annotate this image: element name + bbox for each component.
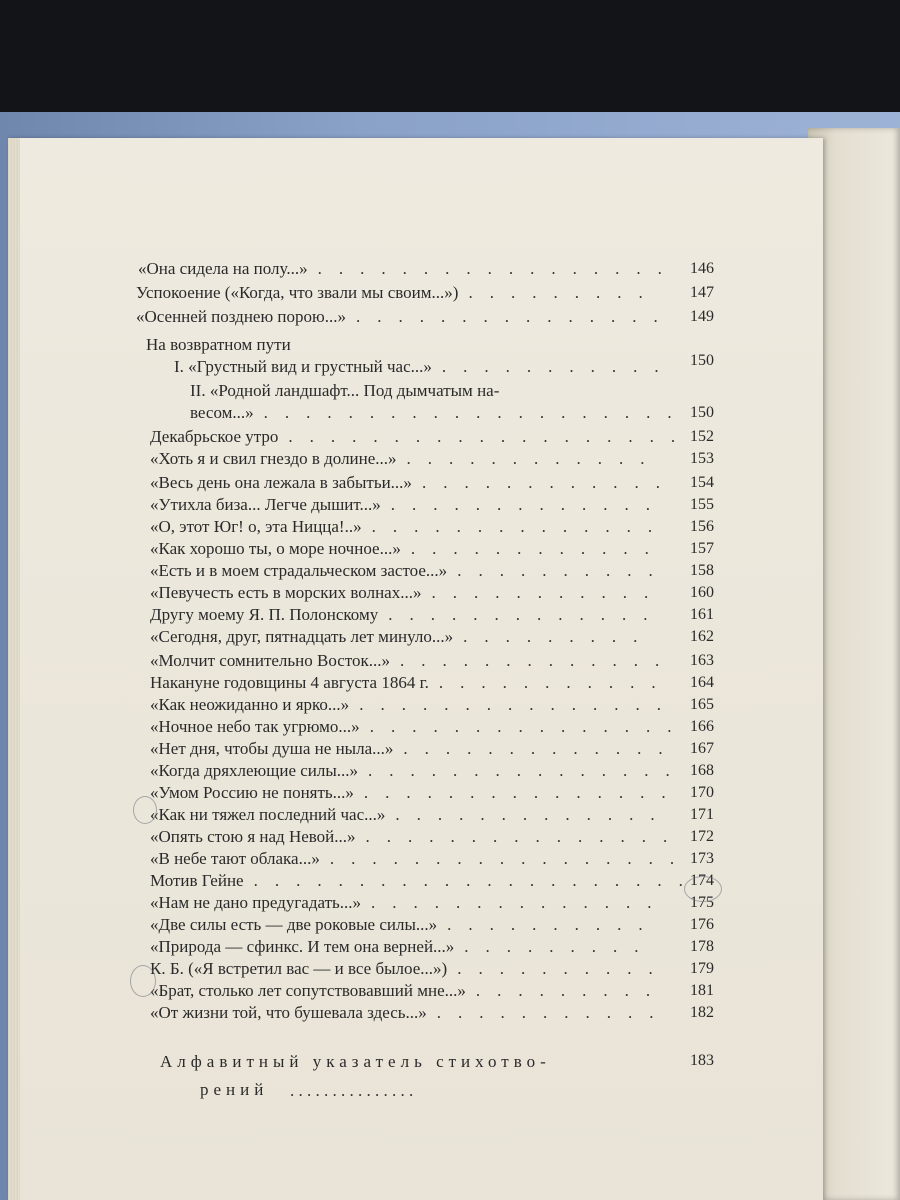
leader-dots: . . . . . . . . . . . . . bbox=[388, 605, 648, 624]
toc-page-number: 178 bbox=[690, 938, 714, 955]
toc-page-number: 153 bbox=[690, 450, 714, 467]
toc-entry-title: «Как ни тяжел последний час...» bbox=[150, 805, 386, 824]
leader-dots: . . . . . . . . . . bbox=[457, 561, 653, 580]
toc-entry bbox=[150, 516, 653, 538]
toc-entry bbox=[150, 426, 676, 448]
toc-page-number: 155 bbox=[690, 496, 714, 513]
toc-entry-title: «Опять стою я над Невой...» bbox=[150, 827, 356, 846]
toc-page-number: 161 bbox=[690, 606, 714, 623]
toc-page-number: 167 bbox=[690, 740, 714, 757]
toc-entry bbox=[150, 650, 660, 672]
toc-entry-title: «Весь день она лежала в забытьи...» bbox=[150, 473, 412, 492]
toc-entry bbox=[190, 380, 640, 402]
leader-dots: . . . . . . . . . . . . . . . . . bbox=[329, 849, 675, 868]
toc-entry-title: На возвратном пути bbox=[146, 335, 291, 354]
toc-page-number: 172 bbox=[690, 828, 714, 845]
toc-page-number: 176 bbox=[690, 916, 714, 933]
toc-page-number: 165 bbox=[690, 696, 714, 713]
toc-entry bbox=[150, 826, 668, 848]
index-page-number: 183 bbox=[690, 1052, 714, 1069]
toc-page-number: 154 bbox=[690, 474, 714, 491]
pencil-mark bbox=[684, 876, 722, 902]
toc-entry-title: Декабрьское утро bbox=[150, 427, 279, 446]
leader-dots: . . . . . . . . . bbox=[468, 283, 643, 302]
leader-dots: . . . . . . . . . . . . . . . . . . . . bbox=[263, 403, 672, 422]
leader-dots: . . . . . . . . . . . . . . bbox=[371, 517, 653, 536]
toc-entry-title: «Сегодня, друг, пятнадцать лет минуло...» bbox=[150, 627, 454, 646]
toc-entry bbox=[150, 782, 666, 804]
leader-dots: . . . . . . . . . . . . . . . bbox=[355, 307, 658, 326]
toc-entry bbox=[150, 694, 661, 716]
toc-page-number: 174 bbox=[690, 872, 714, 889]
toc-entry-title: «Молчит сомнительно Восток...» bbox=[150, 651, 391, 670]
index-title-line1: Алфавитный указатель стихотво- bbox=[160, 1052, 551, 1071]
toc-page-number: 179 bbox=[690, 960, 714, 977]
pencil-mark bbox=[133, 796, 157, 824]
toc-page-number: 149 bbox=[690, 308, 714, 325]
toc-entry bbox=[136, 282, 643, 304]
toc-entry bbox=[136, 306, 658, 328]
index-title-line2: рений bbox=[200, 1080, 269, 1099]
toc-page-number: 150 bbox=[690, 352, 714, 369]
toc-entry bbox=[150, 892, 652, 914]
leader-dots: . . . . . . . . . . . . . . . bbox=[365, 827, 668, 846]
toc-entry bbox=[150, 760, 670, 782]
toc-entry-title: «Хоть я и свил гнездо в долине...» bbox=[150, 449, 397, 468]
leader-dots: . . . . . . . . . . . . . bbox=[390, 495, 651, 514]
leader-dots: . . . . . . . . . bbox=[464, 937, 639, 956]
leader-dots: . . . . . . . . . . . . . . . . . bbox=[317, 259, 662, 278]
leader-dots: . . . . . . . . . . bbox=[457, 959, 653, 978]
leader-dots: . . . . . . . . . . . . . . . bbox=[359, 695, 661, 714]
leader-dots: . . . . . . . . . . . . . bbox=[403, 739, 663, 758]
leader-dots: . . . . . . . . . . . . . . bbox=[371, 893, 652, 912]
leader-dots: . . . . . . . . . . bbox=[447, 915, 643, 934]
toc-entry-title: «Она сидела на полу...» bbox=[138, 259, 308, 278]
toc-entry-title: «Нам не дано предугадать...» bbox=[150, 893, 362, 912]
toc-entry-title: «Ночное небо так угрюмо...» bbox=[150, 717, 360, 736]
toc-entry-title: «Когда дряхлеющие силы...» bbox=[150, 761, 359, 780]
leader-dots: . . . . . . . . . . . . . . . bbox=[363, 783, 666, 802]
toc-entry-title: Успокоение («Когда, что звали мы своим...») bbox=[136, 283, 459, 302]
toc-entry bbox=[150, 870, 683, 892]
leader-dots: . . . . . . . . . . . . . . . . . . . bbox=[288, 427, 676, 446]
toc-page-number: 166 bbox=[690, 718, 714, 735]
leader-dots: . . . . . . . . . . . . . . . bbox=[369, 717, 672, 736]
toc-entry bbox=[150, 626, 640, 648]
toc-entry bbox=[150, 716, 672, 738]
toc-entry-title: «Певучесть есть в морских волнах...» bbox=[150, 583, 422, 602]
toc-entry bbox=[150, 494, 651, 516]
leader-dots: . . . . . . . . . . . bbox=[436, 1003, 654, 1022]
toc-entry bbox=[150, 936, 640, 958]
toc-entry-title: «О, этот Юг! о, эта Ницца!..» bbox=[150, 517, 362, 536]
toc-entry bbox=[150, 672, 656, 694]
toc-entry-title: «Нет дня, чтобы душа не ныла...» bbox=[150, 739, 394, 758]
leader-dots: . . . . . . . . . . . . . . . bbox=[368, 761, 670, 780]
toc-entry bbox=[150, 538, 649, 560]
toc-page-number: 173 bbox=[690, 850, 714, 867]
toc-entry-title: «Есть и в моем страдальческом застое...» bbox=[150, 561, 448, 580]
pencil-mark bbox=[130, 965, 156, 997]
toc-entry bbox=[174, 356, 659, 378]
toc-entry-title: «Брат, столько лет сопутствовавший мне...» bbox=[150, 981, 466, 1000]
toc-page-number: 162 bbox=[690, 628, 714, 645]
leader-dots: . . . . . . . . . . . bbox=[431, 583, 649, 602]
toc-entry-title: весом...» bbox=[190, 403, 254, 422]
toc-entry bbox=[138, 258, 662, 280]
toc-page-number: 168 bbox=[690, 762, 714, 779]
toc-page-number: 156 bbox=[690, 518, 714, 535]
toc-entry bbox=[150, 914, 643, 936]
toc-entry-title: II. «Родной ландшафт... Под дымчатым на- bbox=[190, 381, 500, 400]
toc-entry bbox=[146, 334, 640, 356]
toc-entry bbox=[150, 958, 653, 980]
toc-page-number: 182 bbox=[690, 1004, 714, 1021]
leader-dots: . . . . . . . . . . . bbox=[441, 357, 659, 376]
leader-dots: . . . . . . . . . . . . . bbox=[395, 805, 655, 824]
toc-entry bbox=[150, 448, 645, 470]
toc-page-number: 146 bbox=[690, 260, 714, 277]
toc-entry bbox=[190, 402, 672, 424]
toc-page-number: 171 bbox=[690, 806, 714, 823]
toc-page-number: 147 bbox=[690, 284, 714, 301]
toc-page-number: 163 bbox=[690, 652, 714, 669]
toc-entry-title: «Две силы есть — две роковые силы...» bbox=[150, 915, 438, 934]
toc-entry bbox=[150, 560, 653, 582]
toc-page-number: 175 bbox=[690, 894, 714, 911]
leader-dots: . . . . . . . . . . . . bbox=[406, 449, 645, 468]
toc-entry-title: «Осенней позднею порою...» bbox=[136, 307, 346, 326]
leader-dots: . . . . . . . . . . . . bbox=[410, 539, 649, 558]
index-dots: . . . . . . . . . . . . . . . bbox=[290, 1081, 414, 1100]
toc-page-number: 164 bbox=[690, 674, 714, 691]
toc-entry-title: «Умом Россию не понять...» bbox=[150, 783, 354, 802]
toc-page-number: 160 bbox=[690, 584, 714, 601]
toc-page-number: 150 bbox=[690, 404, 714, 421]
toc-entry-title: Мотив Гейне bbox=[150, 871, 244, 890]
toc-entry bbox=[150, 980, 651, 1002]
leader-dots: . . . . . . . . . . . . bbox=[421, 473, 660, 492]
toc-page-number: 157 bbox=[690, 540, 714, 557]
toc-page-number: 152 bbox=[690, 428, 714, 445]
toc-entry-title: Другу моему Я. П. Полонскому bbox=[150, 605, 379, 624]
toc-entry-title: «Утихла биза... Легче дышит...» bbox=[150, 495, 381, 514]
toc-entry bbox=[150, 604, 648, 626]
leader-dots: . . . . . . . . . bbox=[463, 627, 638, 646]
leader-dots: . . . . . . . . . . . bbox=[438, 673, 656, 692]
leader-dots: . . . . . . . . . . . . . bbox=[400, 651, 660, 670]
toc-entry-title: «Природа — сфинкс. И тем она верней...» bbox=[150, 937, 455, 956]
toc-entry bbox=[150, 1002, 654, 1024]
toc-entry bbox=[150, 472, 660, 494]
leader-dots: . . . . . . . . . . . . . . . . . . . . . bbox=[253, 871, 683, 890]
toc-entry bbox=[150, 738, 663, 760]
toc-entry-title: «Как неожиданно и ярко...» bbox=[150, 695, 350, 714]
toc-entry-title: «От жизни той, что бушевала здесь...» bbox=[150, 1003, 427, 1022]
toc-page-number: 181 bbox=[690, 982, 714, 999]
toc-entry bbox=[150, 582, 649, 604]
toc-page-number: 170 bbox=[690, 784, 714, 801]
toc-entry bbox=[150, 804, 655, 826]
toc-entry-title: I. «Грустный вид и грустный час...» bbox=[174, 357, 432, 376]
toc-entry bbox=[150, 848, 675, 870]
toc-page-number: 158 bbox=[690, 562, 714, 579]
toc-entry-title: Накануне годовщины 4 августа 1864 г. bbox=[150, 673, 429, 692]
leader-dots: . . . . . . . . . bbox=[475, 981, 651, 1000]
toc-entry-title: К. Б. («Я встретил вас — и все былое...») bbox=[150, 959, 448, 978]
toc-entry-title: «В небе тают облака...» bbox=[150, 849, 320, 868]
toc-entry-title: «Как хорошо ты, о море ночное...» bbox=[150, 539, 401, 558]
